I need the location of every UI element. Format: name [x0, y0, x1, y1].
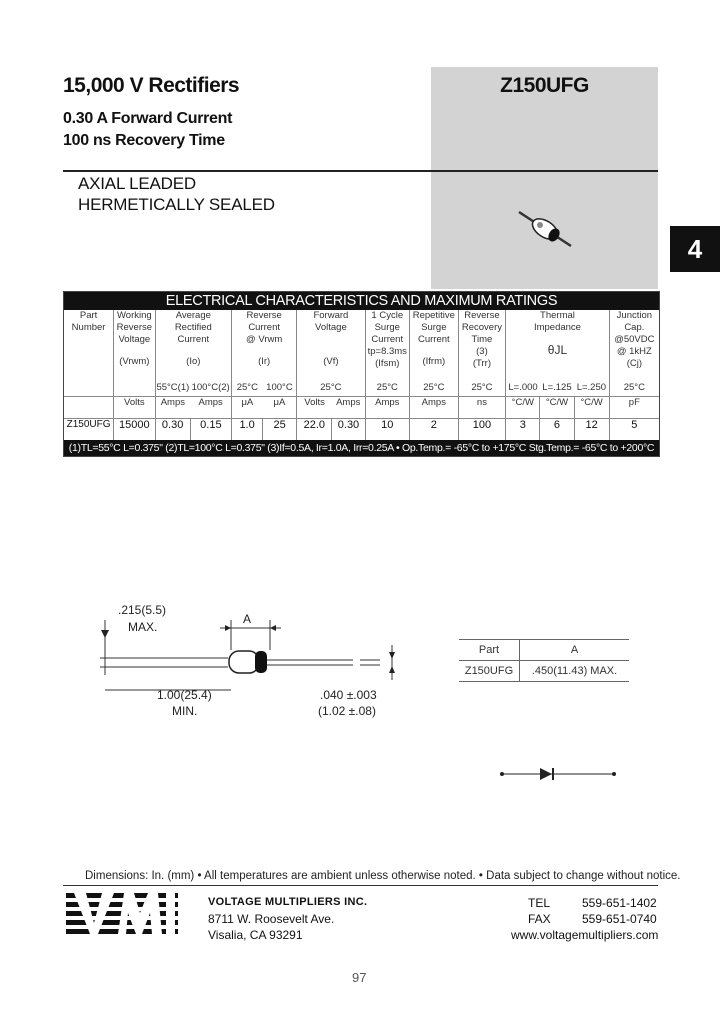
- col-forward-voltage: Forward Voltage (Vf): [297, 310, 365, 382]
- units-row: Volts Amps Amps μA μA Volts Amps Amps Amps ns °C/W °C/W °C/W pF: [64, 397, 659, 419]
- col-part: Part Number: [71, 310, 106, 333]
- body-diameter-label: .215(5.5): [118, 603, 167, 617]
- fax-label: FAX: [528, 912, 551, 926]
- dimension-table: [459, 639, 629, 682]
- fax-number: 559-651-0740: [582, 912, 657, 926]
- lead-length-label: 1.00(25.4): [157, 688, 212, 702]
- footer-note: Dimensions: In. (mm) • All temperatures are ambient unless otherwise noted. • Data subject to change without notice.: [85, 870, 681, 882]
- col-repetitive-surge: Repetitive Surge Current (Ifrm): [410, 310, 459, 382]
- footer-rule: [63, 885, 658, 886]
- feature-hermetic: HERMETICALLY SEALED: [78, 195, 275, 214]
- col-recovery-time: Reverse Recovery Time (3) (Trr): [458, 310, 506, 382]
- spec-table: [63, 291, 660, 457]
- lead-diameter-label: .040 ±.003: [320, 688, 377, 702]
- diode-symbol-icon: [498, 765, 618, 783]
- length-a-label: A: [243, 612, 252, 626]
- spec-table-heading: ELECTRICAL CHARACTERISTICS AND MAXIMUM RATINGS: [64, 292, 659, 310]
- col-cycle-surge: 1 Cycle Surge Current tp=8.3ms (Ifsm): [365, 310, 409, 382]
- spec-grid: [64, 310, 659, 440]
- website-link[interactable]: www.voltagemultipliers.com: [511, 928, 659, 942]
- col-junction-cap: Junction Cap. @50VDC @ 1kHZ (Cj): [609, 310, 659, 382]
- header-rule: [63, 170, 658, 172]
- address-line-1: 8711 W. Roosevelt Ave.: [208, 912, 335, 926]
- page-number: 97: [352, 970, 367, 985]
- header-row: [64, 310, 659, 382]
- col-reverse-current: Reverse Current @ Vrwm (Ir): [232, 310, 297, 382]
- tel-number: 559-651-1402: [582, 896, 657, 910]
- part-panel: [431, 67, 658, 289]
- vmi-logo: [66, 893, 178, 939]
- feature-axial: AXIAL LEADED: [78, 174, 196, 193]
- part-number-title: Z150UFG: [500, 74, 589, 97]
- table-row: Z150UFG .450(11.43) MAX.: [459, 661, 629, 682]
- recovery-time-subtitle: 100 ns Recovery Time: [63, 132, 225, 149]
- col-working: Working Reverse Voltage (Vrwm): [114, 310, 155, 382]
- tel-label: TEL: [528, 896, 551, 910]
- axial-diode-illustration: [515, 208, 575, 250]
- col-thermal: Thermal Impedance θJL: [506, 310, 609, 382]
- body-diameter-max: MAX.: [128, 620, 158, 634]
- address-line-2: Visalia, CA 93291: [208, 928, 303, 942]
- lead-length-min: MIN.: [172, 704, 198, 718]
- table-notes: (1)TL=55°C L=0.375" (2)TL=100°C L=0.375" (3)If=0.5A, Ir=1.0A, Irr=0.25A • Op.Temp.= -65°C to +175°C Stg.Temp.= -65°C to +200°C: [64, 440, 659, 456]
- section-tab: 4: [670, 226, 720, 272]
- company-name: VOLTAGE MULTIPLIERS INC.: [208, 896, 368, 908]
- conditions-row: 55°C(1) 100°C(2) 25°C 100°C 25°C 25°C 25°C 25°C L=.000 L=.125 L=.250 25°C: [64, 382, 659, 397]
- dimension-header-row: Part A: [459, 640, 629, 661]
- lead-diameter-mm: (1.02 ±.08): [318, 704, 376, 718]
- page-title: 15,000 V Rectifiers: [63, 74, 240, 97]
- table-row: Z150UFG 15000 0.30 0.15 1.0 25 22.0 0.30 10 2 100 3 6 12 5: [64, 419, 659, 441]
- forward-current-subtitle: 0.30 A Forward Current: [63, 110, 233, 127]
- col-average: Average Rectified Current (Io): [155, 310, 232, 382]
